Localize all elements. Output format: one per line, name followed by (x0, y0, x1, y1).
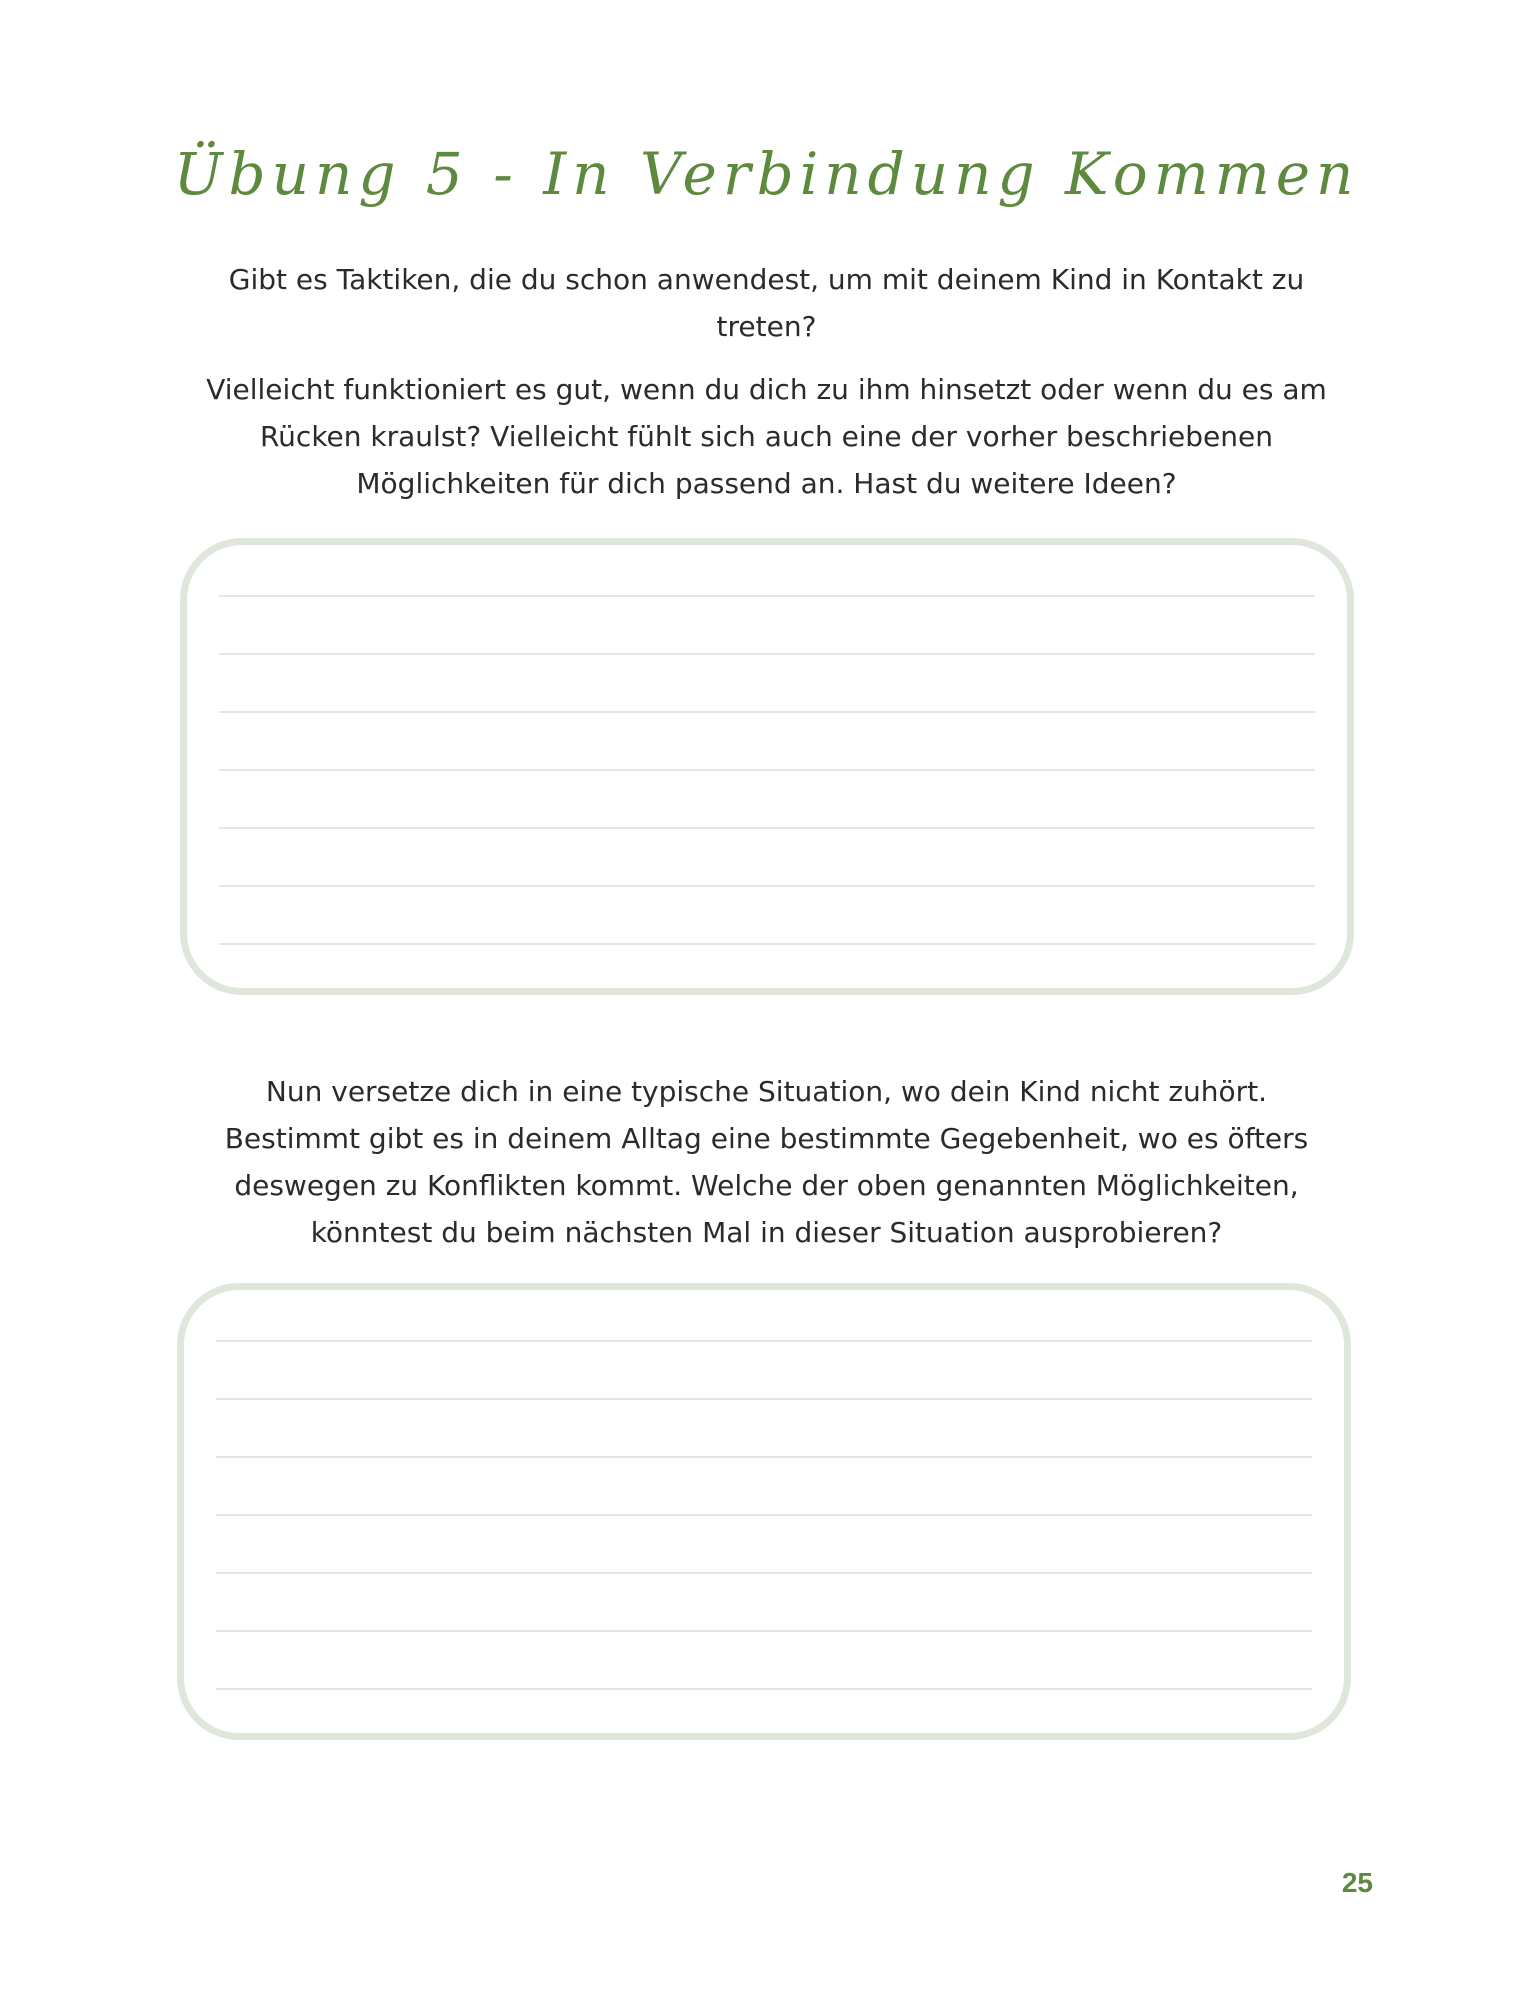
writing-line (216, 1340, 1312, 1342)
writing-line (216, 1630, 1312, 1632)
writing-line (216, 1456, 1312, 1458)
writing-line (219, 595, 1315, 597)
writing-line (216, 1688, 1312, 1690)
page-number: 25 (1341, 1867, 1373, 1898)
answer-box-2[interactable] (177, 1283, 1351, 1740)
prompt-question-2: Nun versetze dich in eine typische Situation, wo dein Kind nicht zuhört. Bestimmt gibt es in deinem Alltag eine bestimmte Gegebenheit, wo es öfters deswegen zu Konflikten kommt. Welche der oben genannten Möglichkeiten, könntest du beim nächsten Mal in dieser Situation ausprobieren? (224, 1075, 1309, 1249)
writing-line (219, 943, 1315, 945)
writing-line (216, 1398, 1312, 1400)
prompt-hint: Vielleicht funktioniert es gut, wenn du dich zu ihm hinsetzt oder wenn du es am Rücken kraulst? Vielleicht fühlt sich auch eine der vorher beschriebenen Möglichkeiten für dich passend an. Hast du weitere Ideen? (206, 373, 1327, 500)
writing-line (219, 711, 1315, 713)
answer-box-1[interactable] (180, 538, 1354, 995)
writing-line (219, 653, 1315, 655)
writing-line (216, 1514, 1312, 1516)
writing-line (219, 827, 1315, 829)
writing-line (216, 1572, 1312, 1574)
prompt-question-1: Gibt es Taktiken, die du schon anwendest, um mit deinem Kind in Kontakt zu treten? (228, 263, 1305, 343)
writing-line (219, 885, 1315, 887)
writing-line (219, 769, 1315, 771)
page-title: Übung 5 - In Verbindung Kommen (173, 140, 1360, 208)
